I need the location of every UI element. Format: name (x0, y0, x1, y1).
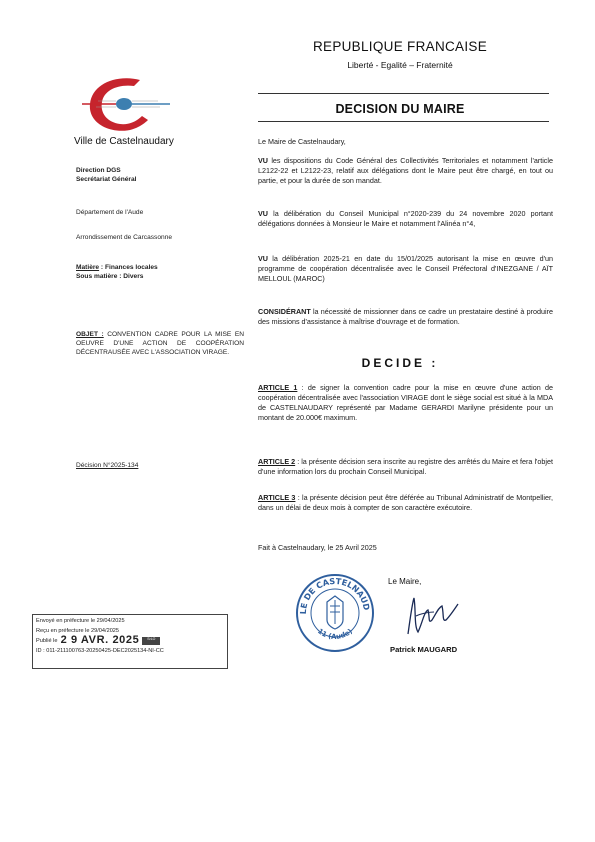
article-3: ARTICLE 3 : la présente décision peut être déférée au Tribunal Administratif de Montpellier, dans un délai de deux mois à compter de son caractère exécutoire. (258, 493, 554, 512)
departement: Département de l'Aude (76, 209, 144, 216)
matiere-value: : Finances locales (99, 264, 158, 271)
objet-text: CONVENTION CADRE POUR LA MISE EN OEUVRE D'UNE ACTION DE COOPÉRATION DÉCENTRAUSÉE AVEC L'ASSOCIATION VIRAGE. (76, 331, 244, 356)
publie-label: Publié le (36, 638, 58, 645)
recu-line: Reçu en préfecture le 29/04/2025 (36, 627, 120, 634)
publie-line (36, 636, 224, 647)
motto: Liberté - Egalité – Fraternité (347, 60, 453, 70)
arrondissement: Arrondissement de Carcassonne (76, 234, 173, 241)
matiere-label: Matière (76, 264, 100, 271)
divider-bottom (258, 121, 549, 122)
matiere-block (76, 263, 158, 281)
slo-badge: S²LO (142, 637, 160, 645)
mayor-name: Patrick MAUGARD (390, 645, 458, 654)
acte-reception-box (32, 614, 228, 669)
envoye-line: Envoyé en préfecture le 29/04/2025 (36, 618, 125, 624)
svg-text:VILLE DE CASTELNAUDARY: LE DE CASTELNAUD (297, 575, 372, 615)
fait-a: Fait à Castelnaudary, le 25 Avril 2025 (258, 543, 377, 552)
direction-block (76, 166, 136, 184)
divider-top (258, 93, 549, 94)
publie-date: 2 9 AVR. 2025 (60, 634, 140, 646)
direction: Direction DGS (76, 167, 121, 174)
republic-title: REPUBLIQUE FRANCAISE (312, 39, 488, 54)
acte-id: ID : 011-211100763-20250425-DEC2025134-NI-CC (36, 647, 164, 654)
le-maire-label: Le Maire, (388, 577, 422, 586)
article-2: ARTICLE 2 : la présente décision sera inscrite au registre des arrêtés du Maire et fera l'objet d'une information lors du prochain Conseil Municipal. (258, 457, 553, 476)
handwritten-signature (398, 590, 466, 640)
city-logo (78, 70, 173, 138)
article-1: ARTICLE 1 : de signer la convention cadre pour la mise en œuvre d'une action de coopération décentralisée avec l'association VIRAGE dont le siège social est situé à la MDA de CASTELNAUDARY représenté par Madame GERARDI Marilyne présidente pour un montant de 20.000€ maximum. (258, 383, 553, 422)
vu-paragraph-1: VU les dispositions du Code Général des Collectivités Territoriales et notamment l'article L2122-22 et L2122-23, relatif aux délégations dont le Maire peut être chargé, en tout ou partie, et pour la durée de son mandat. (258, 156, 553, 185)
considerant-paragraph: CONSIDÉRANT la nécessité de missionner dans ce cadre un prestataire destiné à produire des missions d'assistance à maîtrise d'ouvrage et de formation. (258, 307, 553, 326)
svg-text:11 (Aude): 11 (Aude) (316, 627, 355, 641)
vu-paragraph-2: VU la délibération du Conseil Municipal n°2020-239 du 24 novembre 2020 portant délégations données à Monsieur le Maire et notamment l'Alinéa n°4, (258, 209, 553, 228)
vu-paragraph-3: VU la délibération 2025-21 en date du 15/01/2025 autorisant la mise en œuvre d'un programme de coopération décentralisée avec le Conseil Préfectoral d'INEZGANE / AÏT MELLOUL (MAROC) (258, 254, 553, 283)
city-seal (294, 572, 376, 654)
decision-title: DECISION DU MAIRE (335, 102, 465, 116)
secretariat: Secrétariat Général (76, 176, 137, 183)
decision-number: Décision N°2025-134 (76, 462, 139, 469)
intro: Le Maire de Castelnaudary, (258, 137, 346, 146)
objet-block (76, 330, 244, 357)
sous-matiere: Sous matière : Divers (76, 273, 144, 280)
objet-label: OBJET : (76, 331, 104, 338)
decide-heading: DECIDE : (361, 356, 439, 370)
city-name: Ville de Castelnaudary (74, 136, 174, 147)
